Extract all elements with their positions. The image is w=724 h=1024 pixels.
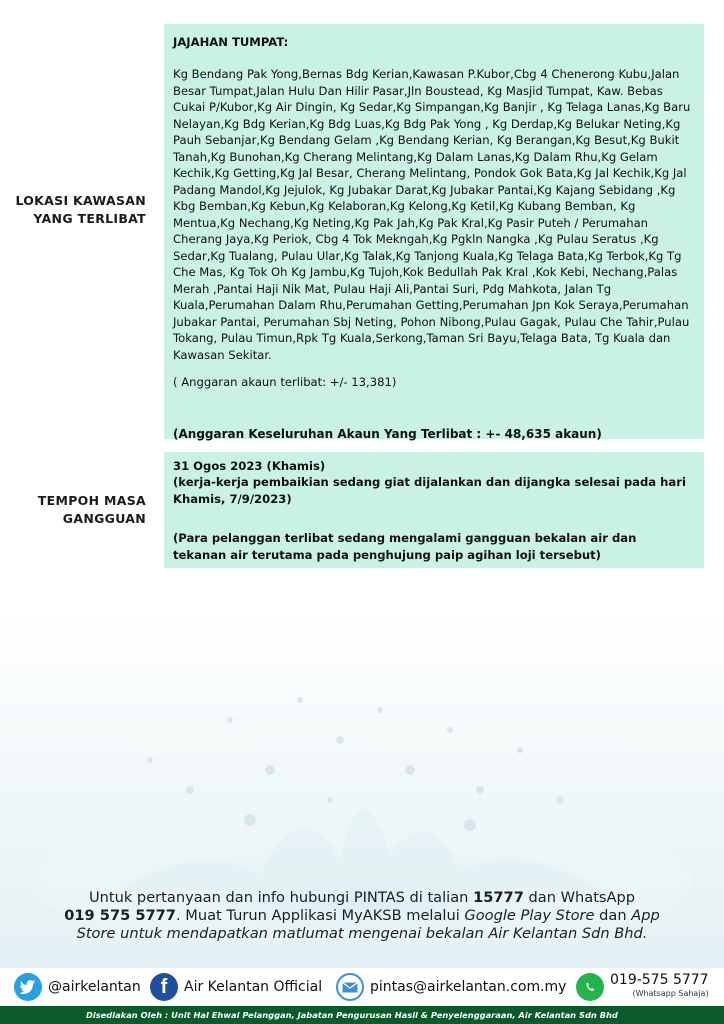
- contact-info-line3: [20, 924, 704, 943]
- label-line: TEMPOH MASA: [37, 493, 146, 508]
- text: Untuk pertanyaan dan info hubungi PINTAS di talian: [88, 889, 474, 906]
- email-link[interactable]: [336, 972, 566, 1002]
- whatsapp-icon: [576, 973, 604, 1001]
- hotline-number: 15777: [473, 889, 524, 906]
- prepared-by-text: Unit Hal Ehwal Pelanggan, Jabatan Pengurusan Hasil & Penyelenggaraan, Air Kelantan Sdn Bhd: [171, 1010, 618, 1020]
- duration-label: [6, 492, 146, 528]
- outage-date: 31 Ogos 2023 (Khamis): [173, 459, 326, 473]
- text: Google Play Store: [464, 907, 595, 924]
- contact-row: [0, 968, 724, 1006]
- text: untuk mendapatkan matlumat mengenai bekalan Air Kelantan Sdn Bhd.: [115, 925, 648, 942]
- email-icon: [336, 973, 364, 1001]
- label-line: YANG TERLIBAT: [33, 211, 146, 226]
- twitter-link[interactable]: [14, 972, 141, 1002]
- whatsapp-text: [610, 973, 709, 1001]
- total-accounts: (Anggaran Keseluruhan Akaun Yang Terlibat : +- 48,635 akaun): [173, 427, 602, 441]
- email-address: pintas@airkelantan.com.my: [370, 979, 567, 995]
- text: dan: [594, 907, 632, 924]
- prepared-by-prefix: Disediakan Oleh :: [86, 1010, 172, 1020]
- customer-notice: (Para pelanggan terlibat sedang mengalami gangguan bekalan air dan tekanan air terutama pada penghujung paip agihan loji tersebut): [173, 531, 637, 562]
- facebook-link[interactable]: [150, 972, 322, 1002]
- text: dan WhatsApp: [523, 889, 636, 906]
- whatsapp-note: (Whatsapp Sahaja): [632, 989, 709, 998]
- twitter-icon: [14, 973, 42, 1001]
- whatsapp-number: 019-575 5777: [610, 972, 709, 988]
- contact-info-line2: [20, 906, 704, 925]
- facebook-page: Air Kelantan Official: [184, 979, 323, 995]
- repair-status: (kerja-kerja pembaikian sedang giat dijalankan dan dijangka selesai pada hari Khamis, 7/9/2023): [173, 475, 686, 506]
- label-line: LOKASI KAWASAN: [15, 193, 146, 208]
- text: App: [631, 907, 660, 924]
- whatsapp-number: 019 575 5777: [64, 907, 176, 924]
- account-estimate: ( Anggaran akaun terlibat: +/- 13,381): [173, 375, 397, 389]
- whatsapp-link[interactable]: [576, 972, 709, 1002]
- facebook-icon: f: [150, 973, 178, 1001]
- text: . Muat Turun Applikasi MyAKSB melalui: [175, 907, 465, 924]
- affected-areas-label: [6, 192, 146, 228]
- district-heading: JAJAHAN TUMPAT:: [173, 35, 289, 49]
- text: Store: [76, 925, 116, 942]
- prepared-by-bar: [0, 1006, 724, 1024]
- contact-info-line1: [20, 888, 704, 907]
- area-list: Kg Bendang Pak Yong,Bernas Bdg Kerian,Kawasan P.Kubor,Cbg 4 Chenerong Kubu,Jalan Besar Tumpat,Jalan Hulu Dan Hilir Pasar,Jln Boustead, Kg Masjid Tumpat, Kaw. Bebas Cukai P/Kubor,Kg Air Dingin, Kg Sedar,Kg Simpangan,Kg Banjir , Kg Telaga Lanas,Kg Baru Nelayan,Kg Bdg Kerian,Kg Bdg Luas,Kg Bdg Pak Yong , Kg Derdap,Kg Belukar Neting,Kg Pauh Sebanjar,Kg Bendang Gelam ,Kg Bendang Kerian, Kg Berangan,Kg Besut,Kg Bukit Tanah,Kg Bunohan,Kg Cherang Melintang,Kg Dalam Lanas,Kg Dalam Rhu,Kg Gelam Kechik,Kg Getting,Kg Jal Besar, Cherang Melintang, Pondok Gok Bata,Kg Jal Kechik,Kg Jal Padang Mandol,Kg Jejulok, Kg Jubakar Darat,Kg Jubakar Pantai,Kg Kajang Sebidang ,Kg Kbg Bemban,Kg Kebun,Kg Kelaboran,Kg Kelong,Kg Ketil,Kg Kubang Bemban, Kg Mentua,Kg Nechang,Kg Neting,Kg Pak Jah,Kg Pak Kral,Kg Pasir Puteh / Perumahan Cherang Jaya,Kg Periok, Cbg 4 Tok Mekngah,Kg Pgkln Nangka ,Kg Pulau Seratus ,Kg Sedar,Kg Tualang, Pulau Ular,Kg Talak,Kg Tanjong Kuala,Kg Telaga Bata,Kg Terbok,Kg Tg Che Mas, Kg Tok Oh Kg Jambu,Kg Tujoh,Kok Bedullah Pak Kral ,Kok Kebi, Nechang,Palas Merah ,Pantai Haji Nik Mat, Pulau Haji Ali,Pantai Suri, Pdg Mahkota, Jalan Tg Kuala,Perumahan Dalam Rhu,Perumahan Getting,Perumahan Jpn Kok Seraya,Perumahan Jubakar Pantai, Perumahan Sbj Neting, Pohon Nibong,Pulau Gagak, Pulau Che Tahir,Pulau Tokang, Pulau Timun,Rpk Tg Kuala,Serkong,Taman Sri Bayu,Telaga Bata, Tg Kuala dan Kawasan Sekitar.: [173, 67, 691, 362]
- twitter-handle: @airkelantan: [48, 979, 141, 995]
- label-line: GANGGUAN: [62, 511, 146, 526]
